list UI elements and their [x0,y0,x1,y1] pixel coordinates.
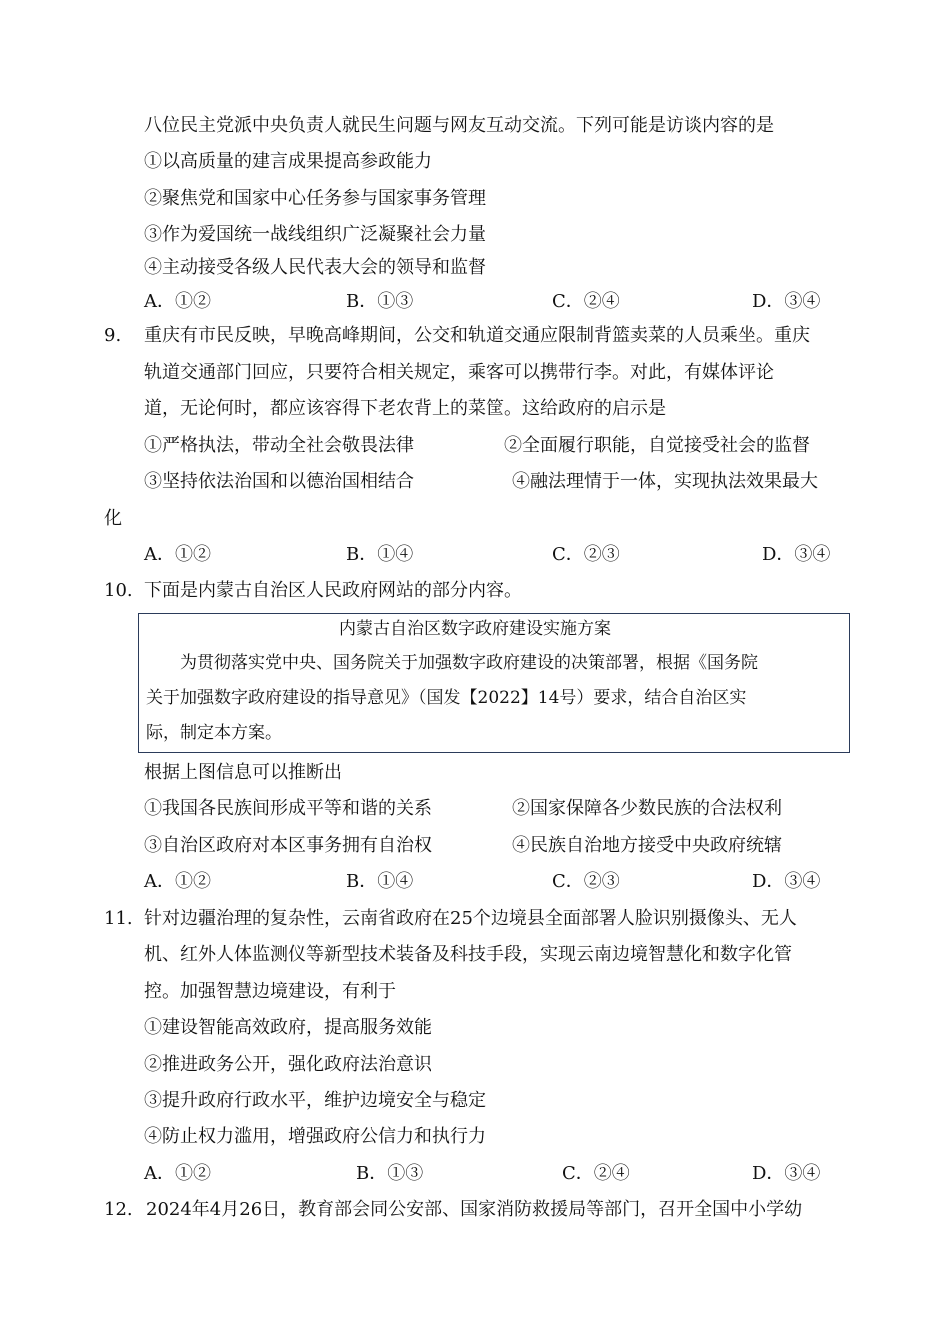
intro-line: 八位民主党派中央负责人就民生问题与网友互动交流。下列可能是访谈内容的是 [144,115,774,136]
q11-item-4: ④防止权力滥用，增强政府公信力和执行力 [144,1126,486,1147]
q10-box-title: 内蒙古自治区数字政府建设实施方案 [339,619,611,639]
q9-item-1: ①严格执法，带动全社会敬畏法律 [144,435,414,456]
q10-option-c: C．②③ [552,871,620,892]
q11-option-d: D．③④ [752,1163,821,1184]
q9-option-d: D．③④ [762,544,831,565]
q9-option-c: C．②③ [552,544,620,565]
q8-item-3: ③作为爱国统一战线组织广泛凝聚社会力量 [144,224,486,245]
q8-option-a: A．①② [144,291,211,312]
q10-item-1: ①我国各民族间形成平等和谐的关系 [144,798,432,819]
q9-option-a: A．①② [144,544,211,565]
q12-number: 12. [104,1199,133,1220]
q9-item-4: ④融法理情于一体，实现执法效果最大 [512,471,818,492]
q10-option-a: A．①② [144,871,211,892]
q10-option-d: D．③④ [752,871,821,892]
q9-item-3: ③坚持依法治国和以德治国相结合 [144,471,414,492]
q10-box-line-3: 际，制定本方案。 [146,723,282,743]
q8-item-1: ①以高质量的建言成果提高参政能力 [144,151,432,172]
q10-lead: 根据上图信息可以推断出 [144,762,342,783]
q10-option-b: B．①④ [346,871,414,892]
q9-wrap: 化 [104,508,122,529]
q11-number: 11. [104,908,133,929]
q9-stem-3: 道，无论何时，都应该容得下老农背上的菜筐。这给政府的启示是 [144,398,666,419]
q12-stem: 2024年4月26日，教育部会同公安部、国家消防救援局等部门，召开全国中小学幼 [146,1199,803,1220]
q11-item-1: ①建设智能高效政府，提高服务效能 [144,1017,432,1038]
q11-option-a: A．①② [144,1163,211,1184]
q10-item-4: ④民族自治地方接受中央政府统辖 [512,835,782,856]
q11-option-b: B．①③ [356,1163,424,1184]
q9-number: 9. [104,325,122,346]
q10-item-2: ②国家保障各少数民族的合法权利 [512,798,782,819]
q11-stem-1: 针对边疆治理的复杂性，云南省政府在25个边境县全面部署人脸识别摄像头、无人 [144,908,797,929]
q8-option-c: C．②④ [552,291,620,312]
q9-item-2: ②全面履行职能，自觉接受社会的监督 [504,435,810,456]
q9-stem-2: 轨道交通部门回应，只要符合相关规定，乘客可以携带行李。对此，有媒体评论 [144,362,774,383]
q11-item-2: ②推进政务公开，强化政府法治意识 [144,1054,432,1075]
q11-stem-2: 机、红外人体监测仪等新型技术装备及科技手段，实现云南边境智慧化和数字化管 [144,944,792,965]
q11-option-c: C．②④ [562,1163,630,1184]
q9-option-b: B．①④ [346,544,414,565]
q8-option-d: D．③④ [752,291,821,312]
q10-item-3: ③自治区政府对本区事务拥有自治权 [144,835,432,856]
q8-item-4: ④主动接受各级人民代表大会的领导和监督 [144,257,486,278]
q8-option-b: B．①③ [346,291,414,312]
q11-item-3: ③提升政府行政水平，维护边境安全与稳定 [144,1090,486,1111]
q11-stem-3: 控。加强智慧边境建设，有利于 [144,981,396,1002]
q8-item-2: ②聚焦党和国家中心任务参与国家事务管理 [144,188,486,209]
q10-number: 10. [104,580,133,601]
q10-box-line-2: 关于加强数字政府建设的指导意见》（国发【2022】14号）要求，结合自治区实 [146,688,747,708]
q9-stem-1: 重庆有市民反映，早晚高峰期间，公交和轨道交通应限制背篮卖菜的人员乘坐。重庆 [144,325,810,346]
q10-stem: 下面是内蒙古自治区人民政府网站的部分内容。 [144,580,522,601]
q10-box-line-1: 为贯彻落实党中央、国务院关于加强数字政府建设的决策部署，根据《国务院 [180,653,758,673]
